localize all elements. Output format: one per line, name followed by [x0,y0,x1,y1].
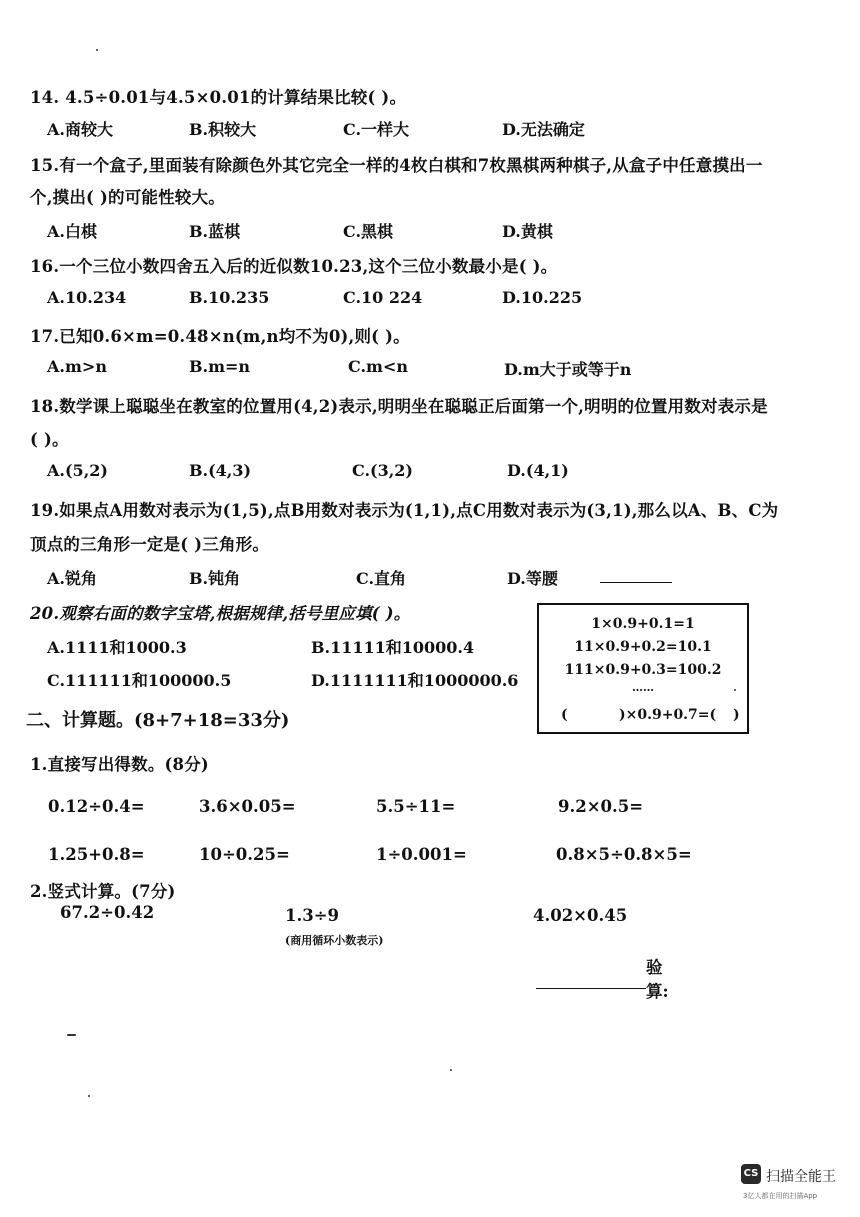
question-19-stem: 19.如果点A用数对表示为(1,5),点B用数对表示为(1,1),点C用数对表示为(3,1),那么以A、B、C为 [30,501,779,520]
q18-option-c: C.(3,2) [352,461,413,480]
question-16-stem: 16.一个三位小数四舍五入后的近似数10.23,这个三位小数最小是( )。 [30,257,558,276]
q16-option-c: C.10 224 [343,288,423,307]
scan-speck [450,1069,452,1071]
vertical-calc-3: 4.02×0.45 [533,906,628,925]
question-18-stem: 18.数学课上聪聪坐在教室的位置用(4,2)表示,明明坐在聪聪正后面第一个,明明的位置用数对表示是 [30,397,768,416]
question-17-stem: 17.已知0.6×m=0.48×n(m,n均不为0),则( )。 [30,327,410,346]
oral-calc-7: 1÷0.001= [376,845,467,864]
q14-option-a: A.商较大 [47,120,113,139]
q15-option-c: C.黑棋 [343,222,394,241]
q17-option-d: D.m大于或等于n [504,360,632,379]
q14-option-c: C.一样大 [343,120,410,139]
q16-option-d: D.10.225 [502,288,583,307]
oral-calc-4: 9.2×0.5= [558,797,644,816]
q15-option-b: B.蓝棋 [189,222,241,241]
oral-calc-6: 10÷0.25= [199,845,290,864]
camscanner-logo-icon: CS [741,1164,761,1184]
pyramid-last-mid: )×0.9+0.7=( [619,707,717,723]
part-2-title: 2.竖式计算。(7分) [30,882,176,901]
part-1-title: 1.直接写出得数。(8分) [30,755,209,774]
pyramid-line-2: 11×0.9+0.2=10.1 [574,639,712,655]
pyramid-line-3: 111×0.9+0.3=100.2 [564,662,722,678]
q15-option-d: D.黄棋 [502,222,553,241]
scan-speck [734,689,736,691]
q19-option-a: A.锐角 [47,569,97,588]
q20-option-c: C.111111和100000.5 [47,671,232,690]
q18-option-b: B.(4,3) [189,461,252,480]
answer-blank-line [600,582,672,583]
vertical-calc-2: 1.3÷9 [285,906,340,925]
question-14-stem: 14. 4.5÷0.01与4.5×0.01的计算结果比较( )。 [30,88,407,107]
q19-option-b: B.钝角 [189,569,241,588]
question-20-stem: 20.观察右面的数字宝塔,根据规律,括号里应填( )。 [30,604,411,623]
scan-speck [67,1034,76,1036]
scan-speck [96,49,98,51]
oral-calc-3: 5.5÷11= [376,797,456,816]
q19-option-c: C.直角 [356,569,407,588]
check-label-top: 验 [646,958,663,977]
check-label-bottom: 算: [646,982,669,1001]
pyramid-last-right: ) [733,707,740,723]
q17-option-c: C.m<n [348,357,408,376]
oral-calc-5: 1.25+0.8= [48,845,145,864]
q16-option-b: B.10.235 [189,288,270,307]
q17-option-a: A.m>n [47,357,107,376]
oral-calc-1: 0.12÷0.4= [48,797,145,816]
q14-option-b: B.积较大 [189,120,257,139]
q19-option-d: D.等腰 [507,569,558,588]
q15-option-a: A.白棋 [47,222,97,241]
q20-option-b: B.11111和10000.4 [311,638,475,657]
check-line [536,988,646,989]
q18-option-d: D.(4,1) [507,461,569,480]
question-18-stem-cont: ( )。 [30,430,69,449]
section-2-title: 二、计算题。(8+7+18=33分) [26,710,290,731]
q16-option-a: A.10.234 [47,288,127,307]
number-pyramid-box [537,603,749,734]
pyramid-ellipsis: …… [632,681,654,694]
q20-option-d: D.1111111和1000000.6 [311,671,519,690]
watermark-name: 扫描全能王 [766,1169,836,1185]
question-15-stem-cont: 个,摸出( )的可能性较大。 [30,188,225,207]
q18-option-a: A.(5,2) [47,461,108,480]
vertical-calc-2-note: (商用循环小数表示) [285,934,384,947]
oral-calc-8: 0.8×5÷0.8×5= [556,845,692,864]
q20-option-a: A.1111和1000.3 [47,638,187,657]
oral-calc-2: 3.6×0.05= [199,797,296,816]
q14-option-d: D.无法确定 [502,120,585,139]
q17-option-b: B.m=n [189,357,251,376]
vertical-calc-1: 67.2÷0.42 [60,903,155,922]
pyramid-last-left: ( [561,707,568,723]
watermark-tagline: 3亿人都在用的扫描App [743,1192,818,1200]
scan-speck [88,1095,90,1097]
question-15-stem: 15.有一个盒子,里面装有除颜色外其它完全一样的4枚白棋和7枚黑棋两种棋子,从盒子中任意摸出一 [30,156,763,175]
pyramid-line-1: 1×0.9+0.1=1 [591,616,695,632]
question-19-stem-cont: 顶点的三角形一定是( )三角形。 [30,535,270,554]
